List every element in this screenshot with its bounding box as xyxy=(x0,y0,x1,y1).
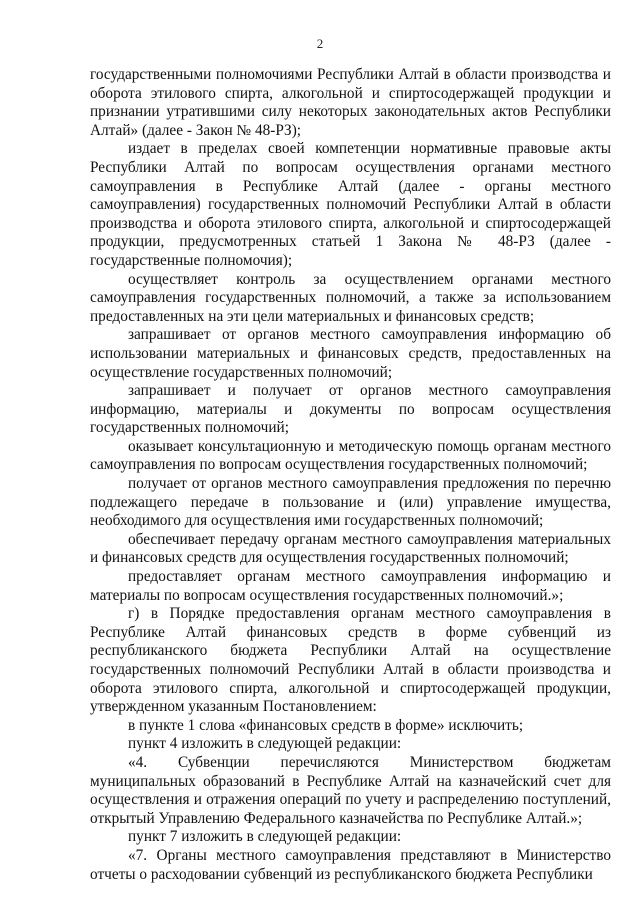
paragraph-law-reference-end: государственными полномочиями Республики Алтай в области производства и оборота этилового спирта, алкогольной и спиртосодержащей продукции и признании утратившими силу некоторых законодательных актов Республики Алтай» (далее - Закон № 48-РЗ); xyxy=(90,66,611,139)
page-number: 2 xyxy=(316,36,324,51)
paragraph-provides-info: предоставляет органам местного самоуправления информацию и материалы по вопросам осуществления государственных полномочий.»; xyxy=(90,568,611,604)
paragraph-point-4-intro: пункт 4 изложить в следующей редакции: xyxy=(128,735,402,753)
paragraph-property-proposals: получает от органов местного самоуправления предложения по перечню подлежащего передаче в пользование и (или) управление имущества, необходимого для осуществления ими государственных полномочий; xyxy=(90,475,611,530)
paragraph-item-g: г) в Порядке предоставления органам местного самоуправления в Республике Алтай финансовых средств в форме субвенций из республиканского бюджета Республики Алтай на осуществление государственных полномочий Республики Алтай в области производства и оборота этилового спирта, алкогольной и спиртосодержащей продукции, утвержденном указанным Постановлением: xyxy=(90,605,611,716)
paragraph-point-7-text: «7. Органы местного самоуправления представляют в Министерство отчеты о расходовании субвенций из республиканского бюджета Республики xyxy=(90,846,611,883)
paragraph-transfer-resources: обеспечивает передачу органам местного самоуправления материальных и финансовых средств для осуществления государственных полномочий; xyxy=(90,530,611,567)
paragraph-requests-materials: запрашивает и получает от органов местного самоуправления информацию, материалы и документы по вопросам осуществления государственных полномочий; xyxy=(90,382,611,437)
paragraph-point-4-text: «4. Субвенции перечисляются Министерством бюджетам муниципальных образований в Республике Алтай на казначейский счет для осуществления и отражения операций по учету и распределению поступлений, открытый Управлению Федерального казначейства по Республике Алтай.»; xyxy=(90,753,611,827)
paragraph-control: осуществляет контроль за осуществлением органами местного самоуправления государственных полномочий, а также за использованием предоставленных на эти цели материальных и финансовых средств; xyxy=(90,270,611,325)
paragraph-issues-acts: издает в пределах своей компетенции нормативные правовые акты Республики Алтай по вопросам осуществления органами местного самоуправления в Республике Алтай (далее - органы местного самоуправления) государственных полномочий Республики Алтай в области производства и оборота этилового спирта, алкогольной и спиртосодержащей продукции, предусмотренных статьей 1 Закона № 48-РЗ (далее - государственные полномочия); xyxy=(90,140,611,269)
paragraph-point-1: в пункте 1 слова «финансовых средств в форме» исключить; xyxy=(128,716,524,734)
paragraph-requests-usage-info: запрашивает от органов местного самоуправления информацию об использовании материальных и финансовых средств, предоставленных на осуществление государственных полномочий; xyxy=(90,326,611,381)
paragraph-consultation: оказывает консультационную и методическую помощь органам местного самоуправления по вопросам осуществления государственных полномочий; xyxy=(90,437,611,474)
paragraph-point-7-intro: пункт 7 изложить в следующей редакции: xyxy=(128,828,402,846)
document-body xyxy=(90,66,611,884)
